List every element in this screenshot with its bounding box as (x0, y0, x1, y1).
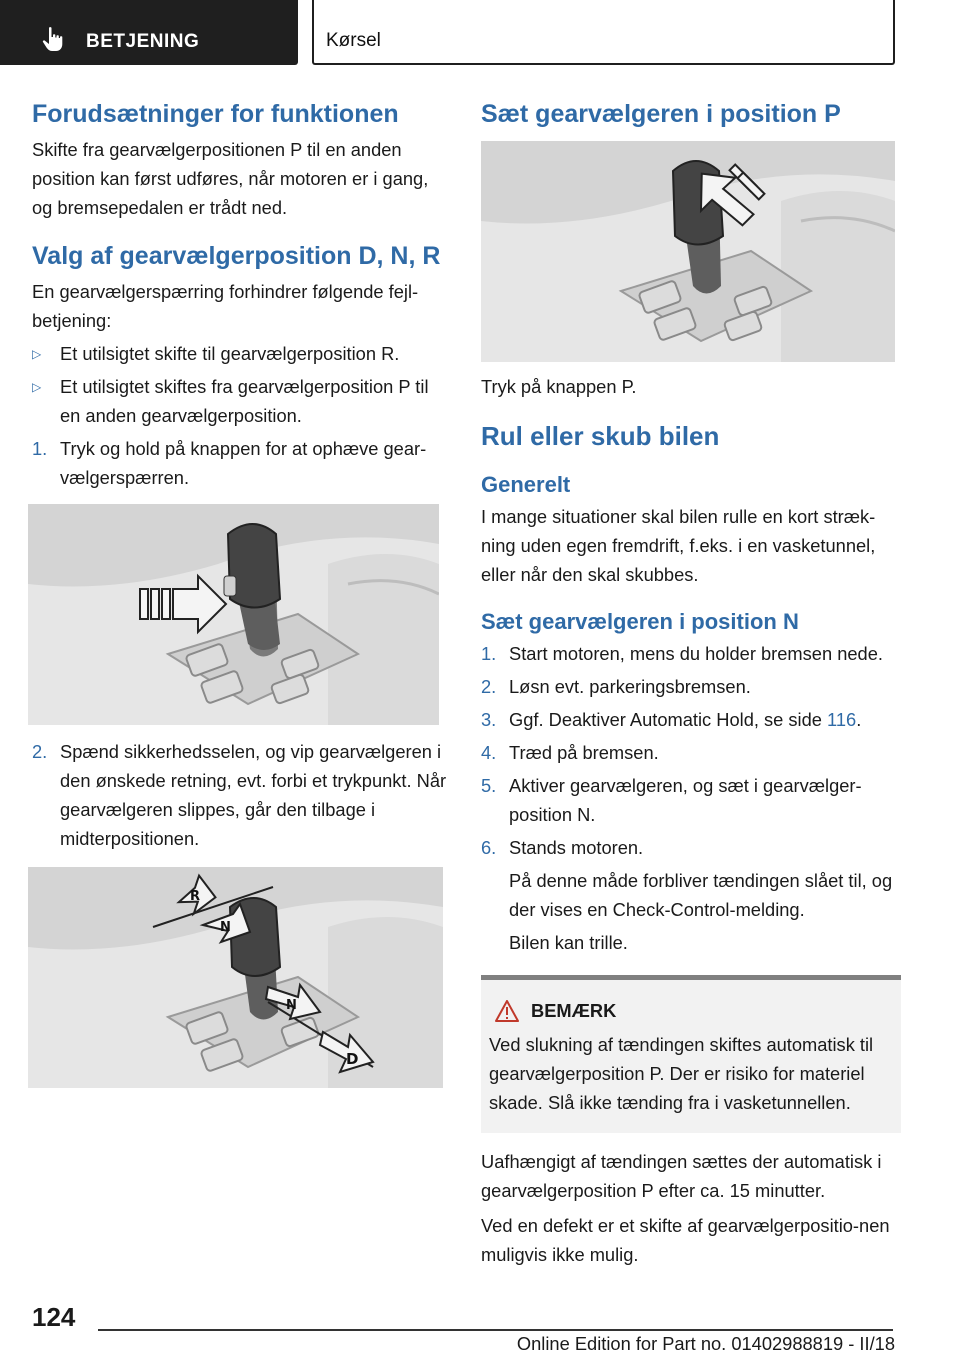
heading-roll-push: Rul eller skub bilen (481, 421, 720, 451)
general-text: I mange situationer skal bilen rulle en kort stræk-ning uden egen fremdrift, f.eks. i en vasketunnel, eller når den skal skubbes. (481, 506, 876, 585)
list-item: 1. Tryk og hold på knappen for at ophæve gear-vælgerspærren. (32, 434, 452, 492)
position-n-up-label: N (220, 920, 231, 935)
step-number: 3. (481, 709, 497, 730)
prerequisites-text: Skifte fra gearvælgerpositionen P til en anden position kan først udføres, når motoren er i gang, og bremsepedalen er trådt ned. (32, 139, 429, 218)
step-number: 5. (481, 775, 497, 796)
list-item: 1. Start motoren, mens du holder bremsen nede. (481, 639, 901, 668)
chapter-box (312, 0, 895, 65)
interlock-text: En gearvælgerspærring forhindrer følgende fejl-betjening: (32, 281, 419, 331)
footer-divider (98, 1329, 893, 1331)
defect-text: Ved en defekt er et skifte af gearvælgerpositio-nen muligvis ikke mulig. (481, 1215, 890, 1265)
list-item: 3. Ggf. Deaktiver Automatic Hold, se side 116. (481, 705, 901, 734)
step-number: 1. (481, 643, 497, 664)
notice-box (481, 975, 901, 1133)
page-link[interactable]: 116 (827, 709, 857, 730)
notice-header (489, 1000, 893, 1022)
left-column (32, 100, 452, 1088)
step2-list (32, 737, 452, 853)
step-note: På denne måde forbliver tændingen slået til, og der vises en Check-Control-melding. (509, 870, 893, 920)
heading-set-n: Sæt gearvælgeren i position N (481, 609, 799, 634)
step-number: 6. (481, 837, 497, 858)
triangle-bullet-icon: ▷ (32, 347, 42, 361)
chapter-title: Kørsel (326, 30, 381, 51)
step-number: 2. (32, 741, 48, 762)
set-n-steps (481, 639, 901, 957)
gear-selector-unlock-illustration (28, 504, 439, 725)
triangle-bullet-icon: ▷ (32, 380, 42, 394)
page-number: 124 (32, 1302, 76, 1332)
heading-general: Generelt (481, 472, 571, 497)
list-item: 5. Aktiver gearvælgeren, og sæt i gearvælger-position N. (481, 771, 901, 829)
heading-set-p: Sæt gearvælgeren i position P (481, 100, 841, 128)
step-number: 1. (32, 438, 48, 459)
list-item: ▷ Et utilsigtet skifte til gearvælgerposition R. (32, 339, 452, 368)
step-number: 2. (481, 676, 497, 697)
hand-pointer-icon (40, 26, 66, 52)
warning-triangle-icon (495, 1000, 519, 1022)
step-note: Bilen kan trille. (509, 932, 628, 953)
position-r-label: R (190, 889, 201, 904)
gear-selector-p-illustration (481, 141, 895, 362)
press-p-text: Tryk på knappen P. (481, 376, 637, 397)
list-item: ▷ Et utilsigtet skiftes fra gearvælgerposition P til en anden gearvælgerposition. (32, 372, 452, 430)
interlock-list (32, 339, 452, 492)
notice-title: BEMÆRK (531, 1000, 617, 1021)
heading-select-position: Valg af gearvælgerposition D, N, R (32, 242, 441, 270)
list-item: 4. Træd på bremsen. (481, 738, 901, 767)
section-tab (0, 0, 298, 65)
notice-text: Ved slukning af tændingen skiftes automatisk til gearvælgerposition P. Der er risiko for materiel skade. Slå ikke tænding fra i vasketunnellen. (489, 1034, 874, 1113)
list-item: 6. Stands motoren. (481, 833, 901, 862)
auto-p-text: Uafhængigt af tændingen sættes der automatisk i gearvælgerposition P efter ca. 15 minutter. (481, 1151, 882, 1201)
list-item: 2. Løsn evt. parkeringsbremsen. (481, 672, 901, 701)
footer-edition: Online Edition for Part no. 01402988819 - II/18 (516, 1333, 895, 1354)
heading-prerequisites: Forudsætninger for funktionen (32, 100, 399, 128)
list-item: 2. Spænd sikkerhedsselen, og vip gearvælgeren i den ønskede retning, evt. forbi et trykpunkt. Når gearvælgeren slippes, går den tilbage i midterpositionen. (32, 737, 452, 853)
step-number: 4. (481, 742, 497, 763)
position-n-down-label: N (286, 998, 297, 1013)
gear-selector-directions-illustration (28, 867, 443, 1088)
right-column (481, 100, 901, 1269)
position-d-label: D (346, 1050, 359, 1068)
section-title: BETJENING (86, 31, 200, 52)
